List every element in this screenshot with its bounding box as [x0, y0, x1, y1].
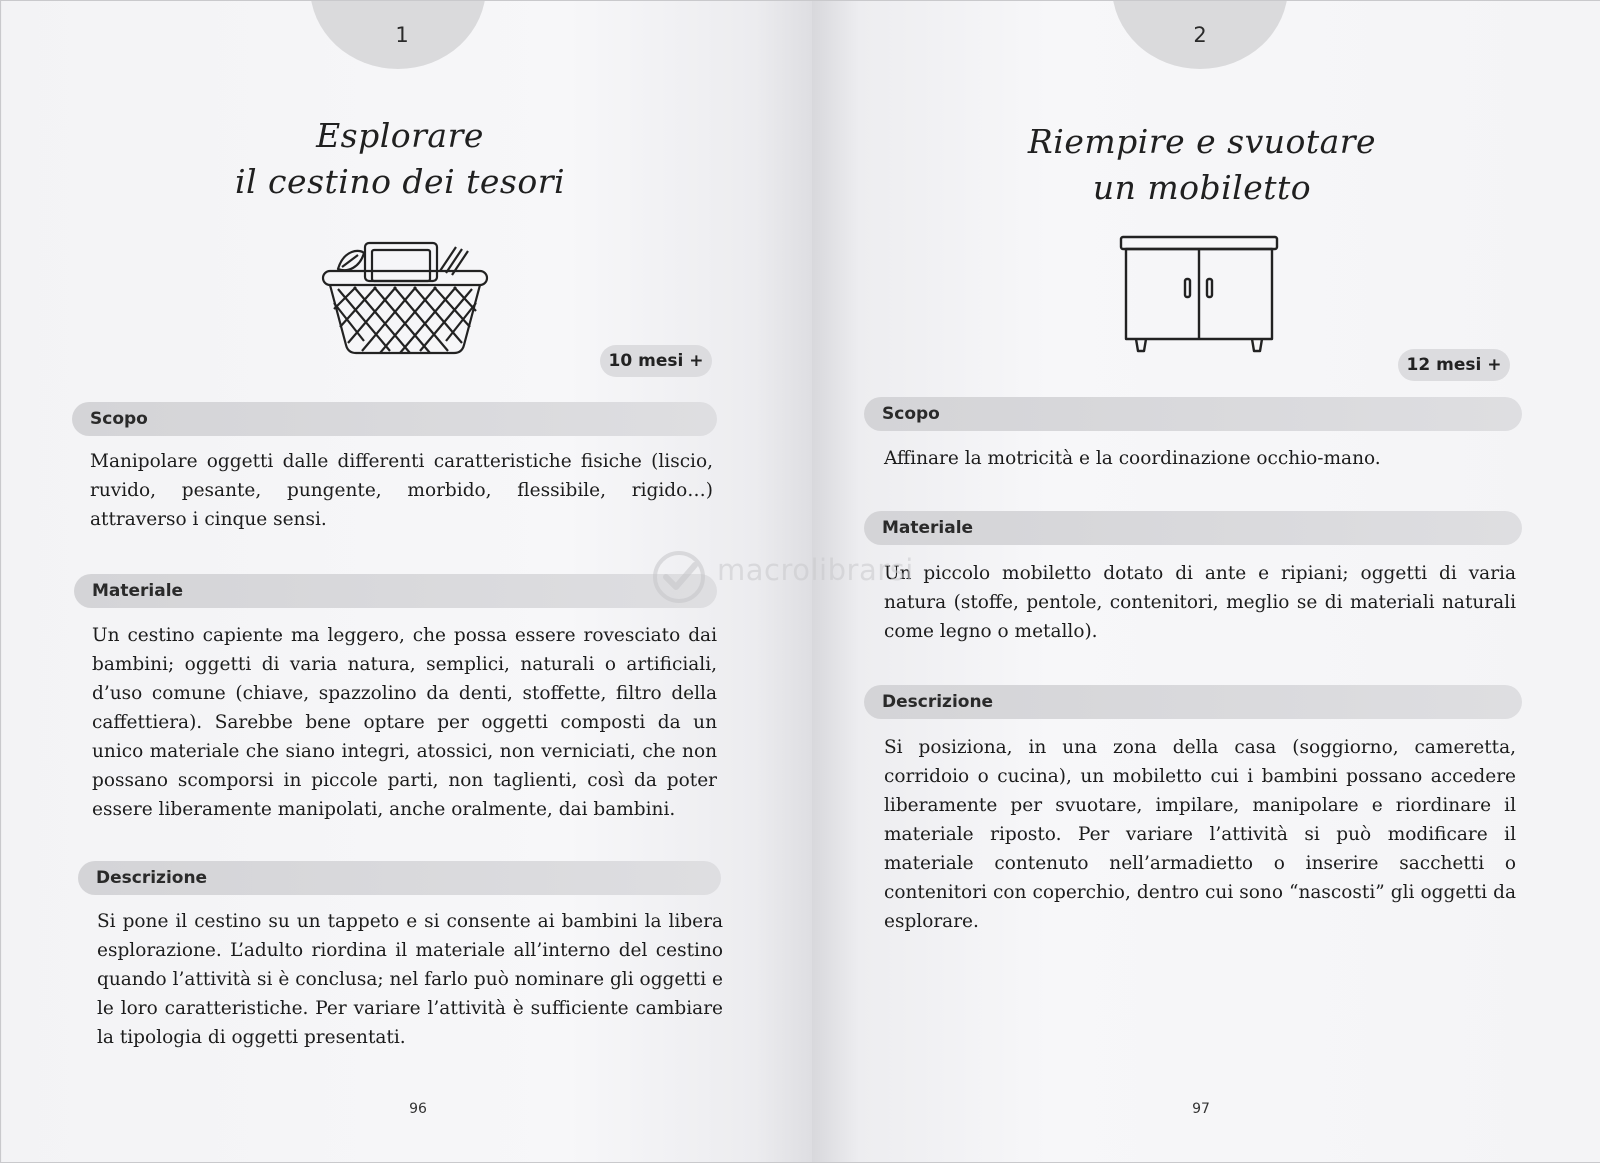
title-line-1: Esplorare: [316, 116, 484, 155]
section-text-scopo: Affinare la motricità e la coordinazione occhio-mano.: [884, 448, 1381, 469]
section-heading: Descrizione: [96, 868, 208, 888]
section-bar-materiale: [74, 574, 717, 608]
section-bar-scopo: [864, 397, 1522, 431]
section-heading: Materiale: [882, 518, 974, 538]
activity-title: [180, 113, 620, 205]
page-number: 97: [1192, 1101, 1210, 1117]
section-text-materiale: Un piccolo mobiletto dotato di ante e ripiani; oggetti di varia natura (stoffe, pentole, contenitori, meglio se di materiali naturali come legno o metallo).: [884, 563, 1516, 642]
title-line-2: un mobiletto: [1092, 168, 1312, 207]
left-page: [2, 1, 812, 1162]
section-text-scopo: Manipolare oggetti dalle differenti caratteristiche fisiche (liscio, ruvido, pesante, pungente, morbido, flessibile, rigido…) attraverso i cinque sensi.: [90, 451, 713, 530]
right-page: [812, 1, 1600, 1162]
cabinet-icon: [1118, 233, 1280, 357]
activity-title: [982, 119, 1422, 211]
basket-icon: [320, 237, 490, 361]
section-heading: Scopo: [882, 404, 940, 424]
section-bar-materiale: [864, 511, 1522, 545]
watermark-brand: macrolibrarsi: [717, 553, 914, 587]
section-bar-descrizione: [78, 861, 721, 895]
section-bar-descrizione: [864, 685, 1522, 719]
title-line-2: il cestino dei tesori: [234, 162, 566, 201]
section-text-descrizione: Si pone il cestino su un tappeto e si consente ai bambini la libera esplorazione. L’adulto riordina il materiale all’interno del cestino quando l’attività si è conclusa; nel farlo può nominare gli oggetti e le loro caratteristiche. Per variare l’attività è sufficiente cambiare la tipologia di oggetti presentati.: [97, 911, 723, 1048]
title-line-1: Riempire e svuotare: [1027, 122, 1377, 161]
section-text-descrizione: Si posiziona, in una zona della casa (soggiorno, cameretta, corridoio o cucina), un mobiletto cui i bambini possano accedere liberamente per svuotare, impilare, manipolare e riordinare il materiale riposto. Per variare l’attività si può modificare il materiale contenuto nell’armadietto o inserire sacchetti o contenitori con coperchio, dentro cui sono “nascosti” gli oggetti da esplorare.: [884, 737, 1516, 932]
section-heading: Materiale: [92, 581, 184, 601]
section-heading: Scopo: [90, 409, 148, 429]
page-number: 96: [409, 1101, 427, 1117]
chapter-number: 1: [395, 23, 409, 47]
age-badge: 10 mesi +: [600, 345, 712, 377]
chapter-number: 2: [1193, 23, 1207, 47]
section-bar-scopo: [72, 402, 717, 436]
section-text-materiale: Un cestino capiente ma leggero, che possa essere rovesciato dai bambini; oggetti di varia natura, semplici, naturali o artificiali, d’uso comune (chiave, spazzolino da denti, stoffette, filtro della caffettiera). Sarebbe bene optare per oggetti composti da un unico materiale che siano integri, atossici, non verniciati, che non possano scomporsi in piccole parti, non taglienti, così da poter essere liberamente manipolati, anche oralmente, dai bambini.: [92, 625, 717, 820]
age-badge: 12 mesi +: [1398, 349, 1510, 381]
section-heading: Descrizione: [882, 692, 994, 712]
